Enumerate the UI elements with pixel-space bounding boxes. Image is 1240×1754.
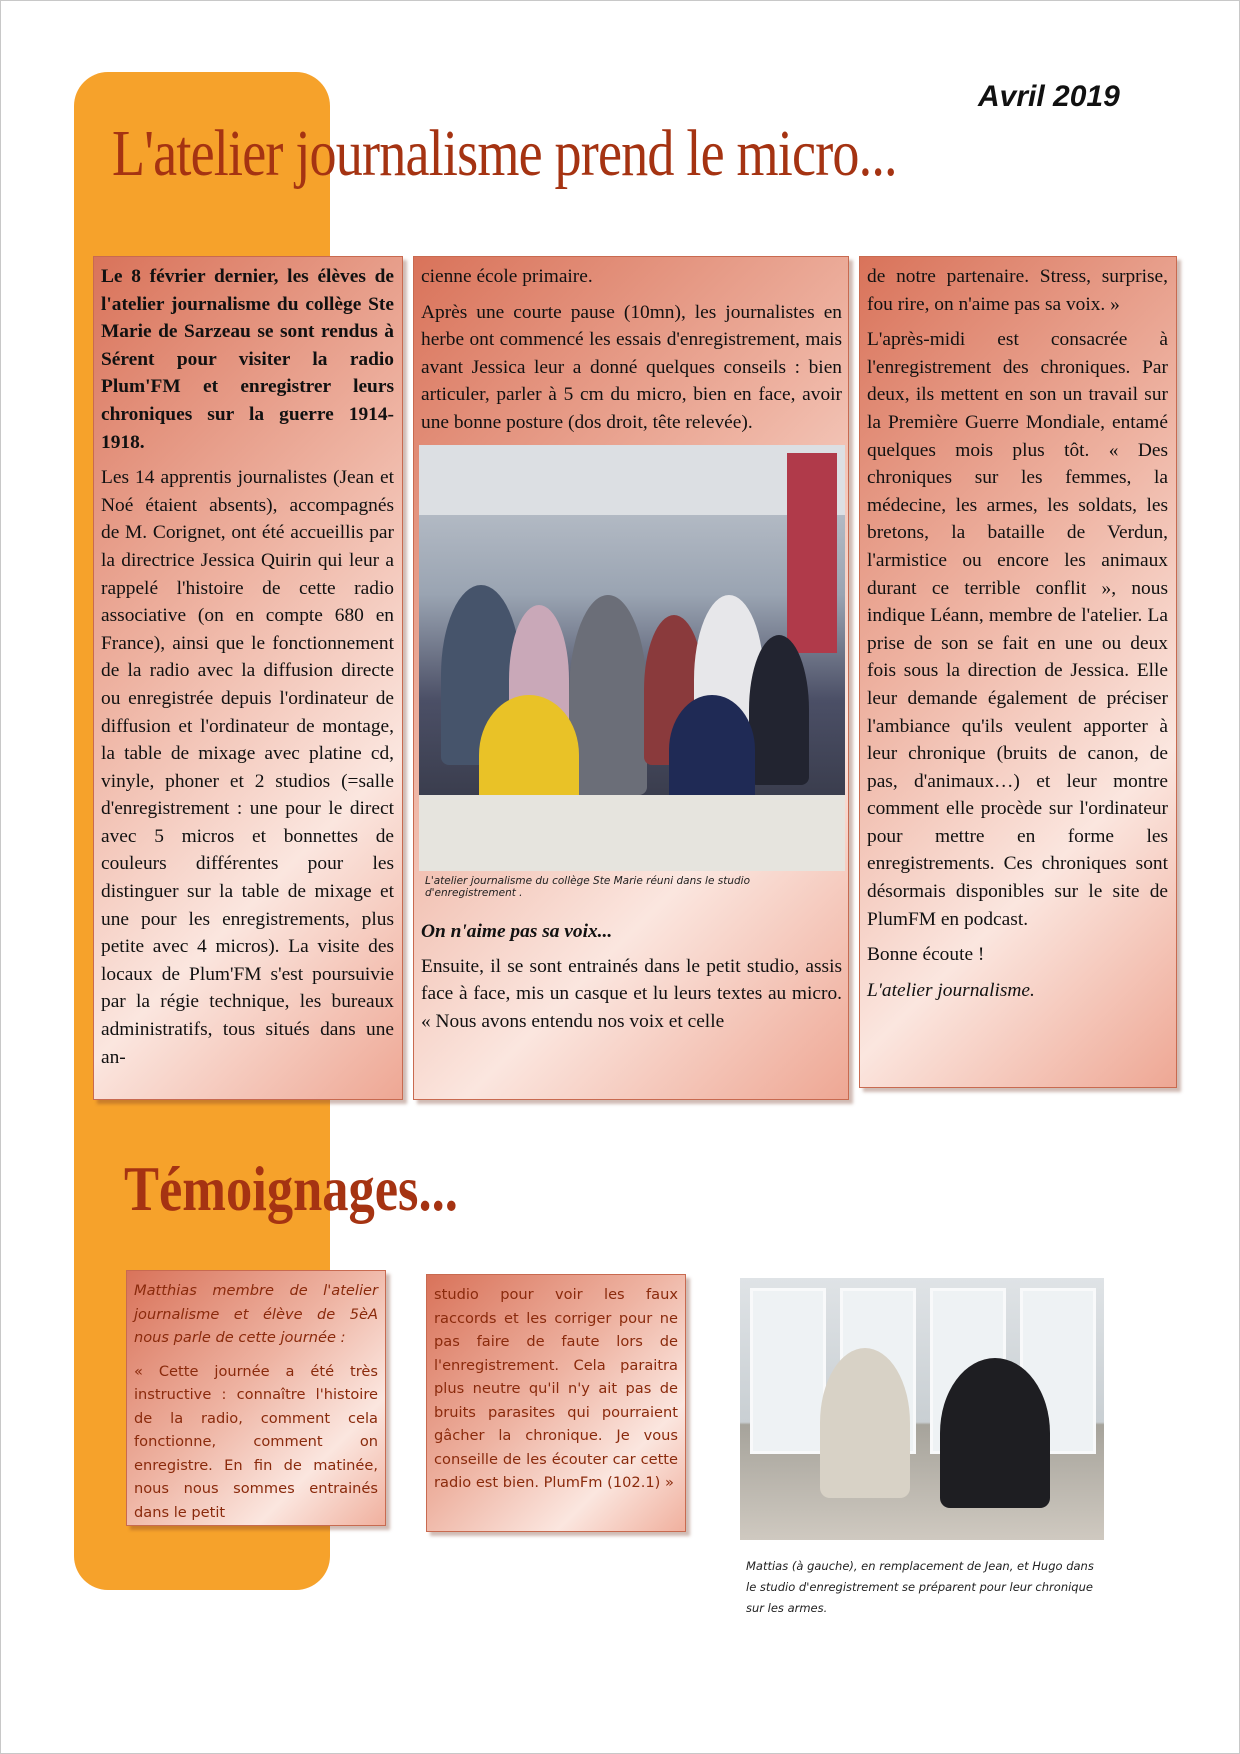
article-signature: L'atelier journalisme. <box>867 979 1035 1001</box>
article-paragraph: de notre partenaire. Stress, surprise, fou rire, on n'aime pas sa voix. » <box>867 266 1168 315</box>
testimonial-box-1 <box>126 1270 386 1526</box>
issue-date: Avril 2019 <box>978 80 1120 113</box>
article-closing: Bonne écoute ! <box>867 944 985 966</box>
article-paragraph: Ensuite, il se sont entrainés dans le petit studio, assis face à face, mis un casque et lu leurs textes au micro. « Nous avons entendu nos voix et celle <box>421 955 842 1032</box>
studio-photo-caption: Mattias (à gauche), en remplacement de Jean, et Hugo dans le studio d'enregistrement se préparent pour leur chronique sur les armes. <box>746 1559 1094 1615</box>
photo-caption: L'atelier journalisme du collège Ste Marie réuni dans le studio d'enregistrement . <box>425 874 751 899</box>
group-photo <box>419 445 845 871</box>
article-column-2 <box>413 256 849 1100</box>
article-column-1 <box>93 256 403 1100</box>
article-paragraph: Les 14 apprentis journalistes (Jean et Noé étaient absents), accompagnés de M. Corignet, ont été accueillis par la directrice Jessica Quirin qui leur a rappelé l'histoire de cette radio associative (on en compte 680 en France), ainsi que le fonctionnement de la radio avec la diffusion directe ou enregistrée depuis l'ordinateur de diffusion et l'ordinateur de montage, la table de mixage avec platine cd, vinyle, phoner et 2 studios (=salle d'enregistrement : une pour le direct avec 5 micros et bonnettes de couleurs différentes pour les distinguer sur la table de mixage et une pour les enregistrements, plus petite avec 4 micros). La visite des locaux de Plum'FM s'est poursuivie par la régie technique, les bureaux administratifs, tous situés dans une an- <box>101 467 394 1068</box>
testimonial-quote: studio pour voir les faux raccords et les corriger pour ne pas faire de faute lors de l'enregistrement. Cela paraitra plus neutre qu'il n'y ait pas de bruits parasites qui pourraient gâcher la chronique. Je vous conseille de les écouter car cette radio est bien. PlumFm (102.1) » <box>434 1286 678 1491</box>
article-paragraph: L'après-midi est consacrée à l'enregistrement des chroniques. Par deux, ils mettent en son un travail sur la Première Guerre Mondiale, entamé quelques mois plus tôt. « Des chroniques sur les femmes, la médecine, les armes, les soldats, les bretons, la bataille de Verdun, l'armistice ou encore les animaux durant ce terrible conflit », nous indique Léann, membre de l'atelier. La prise de son se fait en une ou deux fois sous la direction de Jessica. Elle leur demande également de préciser l'ambiance qu'ils veulent apporter à leur chronique (bruits de canon, de pas, d'animaux…) et leur montre comment elle procède sur l'ordinateur pour mettre en forme les enregistrements. Ces chroniques sont désormais disponibles sur le site de PlumFM en podcast. <box>867 329 1168 930</box>
article-subheading: On n'aime pas sa voix... <box>421 920 613 942</box>
testimonial-box-2 <box>426 1274 686 1532</box>
testimonials-title: Témoignages... <box>124 1153 458 1224</box>
testimonial-intro: Matthias membre de l'atelier journalisme et élève de 5èA nous parle de cette journée : <box>134 1282 378 1346</box>
article-paragraph: Après une courte pause (10mn), les journalistes en herbe ont commencé les essais d'enregistrement, mais avant Jessica leur a donné quelques conseils : bien articuler, parler à 5 cm du micro, bien en face, avoir une bonne posture (dos droit, tête relevée). <box>421 301 842 433</box>
headline: L'atelier journalisme prend le micro... <box>112 117 897 190</box>
article-paragraph: cienne école primaire. <box>421 266 593 287</box>
testimonial-quote: « Cette journée a été très instructive : connaître l'histoire de la radio, comment cela fonctionne, comment on enregistre. En fin de matinée, nous nous sommes entrainés dans le petit <box>134 1362 378 1521</box>
article-column-3 <box>859 256 1177 1088</box>
studio-photo <box>740 1278 1104 1540</box>
article-intro: Le 8 février dernier, les élèves de l'atelier journalisme du collège Ste Marie de Sarzeau se sont rendus à Sérent pour visiter la radio Plum'FM et enregistrer leurs chroniques sur la guerre 1914-1918. <box>101 266 394 453</box>
